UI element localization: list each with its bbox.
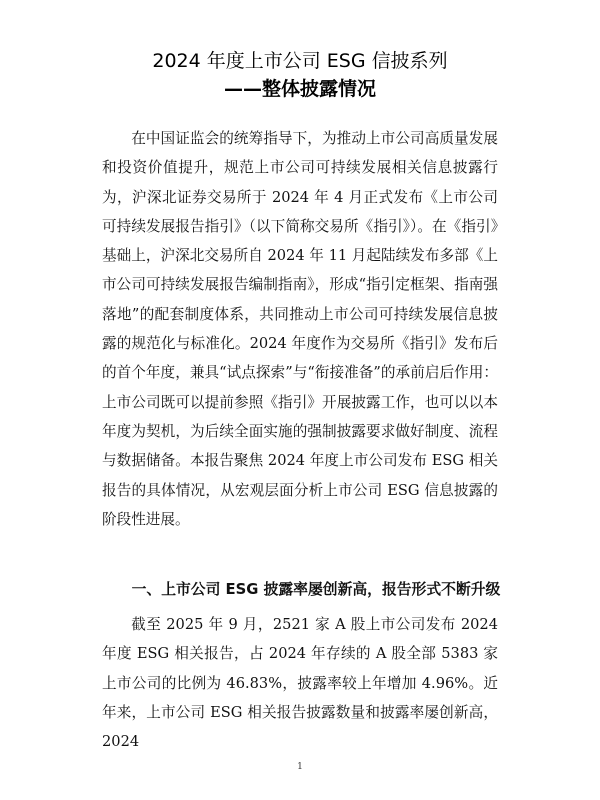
section-heading-1: 一、上市公司 ESG 披露率屡创新高，报告形式不断升级 bbox=[131, 581, 501, 598]
intro-paragraph: 在中国证监会的统筹指导下，为推动上市公司高质量发展和投资价值提升，规范上市公司可持续发展相关信息披露行为，沪深北证券交易所于 2024 年 4 月正式发布《上市公司可持续发展报告指引》（以下简称交易所《指引》）。在《指引》基础上，沪深北交易所自 2024 年 11 月起陆续发布多部《上市公司可持续发展报告编制指南》，形成“指引定框架、指南强落地”的配套制度体系，共同推动上市公司可持续发展信息披露的规范化与标准化。2024 年度作为交易所《指引》发布后的首个年度，兼具“试点探索”与“衔接准备”的承前启后作用：上市公司既可以提前参照《指引》开展披露工作，也可以以本年度为契机，为后续全面实施的强制披露要求做好制度、流程与数据储备。本报告聚焦 2024 年度上市公司发布 ESG 相关报告的具体情况，从宏观层面分析上市公司 ESG 信息披露的阶段性进展。 bbox=[102, 130, 498, 528]
document-subtitle: ——整体披露情况 bbox=[223, 78, 376, 100]
document-title: 2024 年度上市公司 ESG 信披系列 bbox=[152, 50, 448, 72]
section1-paragraph: 截至 2025 年 9 月，2521 家 A 股上市公司发布 2024 年度 ESG 相关报告，占 2024 年存续的 A 股全部 5383 家上市公司的比例为 46.83%，披露率较上年增加 4.96%。近年来，上市公司 ESG 相关报告披露数量和披露率屡创新高，2024 bbox=[102, 616, 498, 751]
page-number: 1 bbox=[297, 762, 303, 772]
